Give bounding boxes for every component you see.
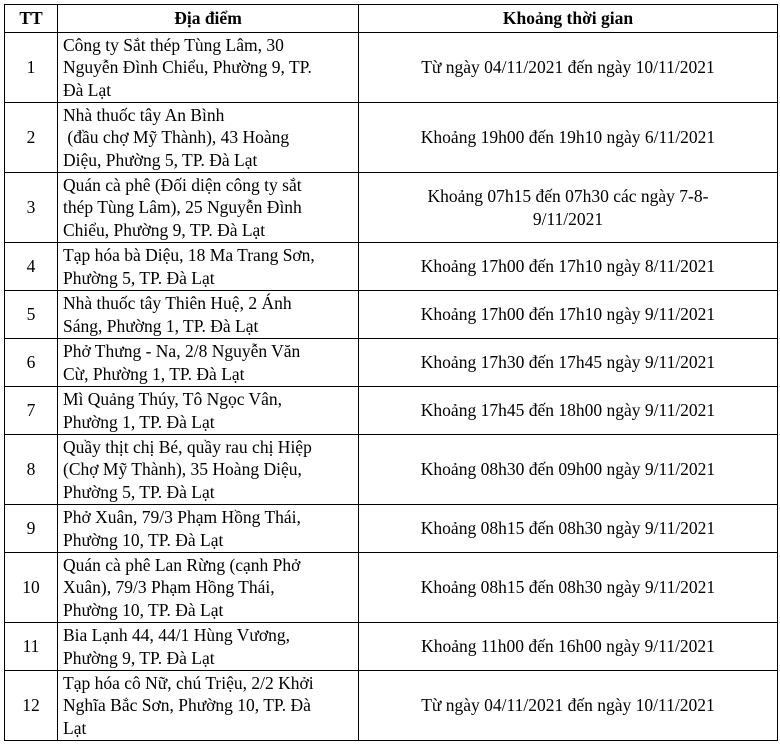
location-cell [58, 553, 359, 623]
time-line: Khoảng 17h45 đến 18h00 ngày 9/11/2021 [420, 400, 716, 421]
location-line: Lạt [63, 717, 87, 738]
time-cell [359, 505, 778, 553]
row-number: 2 [5, 103, 58, 173]
location-line: Đà Lạt [63, 79, 112, 100]
time-line: Từ ngày 04/11/2021 đến ngày 10/11/2021 [421, 695, 715, 716]
time-cell [359, 387, 778, 435]
location-cell [58, 435, 359, 505]
location-cell [58, 173, 359, 243]
time-cell [359, 173, 778, 243]
time-line: Khoảng 08h15 đến 08h30 ngày 9/11/2021 [420, 577, 716, 598]
location-line: Phở Xuân, 79/3 Phạm Hồng Thái, [63, 507, 301, 527]
table-row [5, 291, 778, 339]
table-row [5, 243, 778, 291]
table-row [5, 671, 778, 741]
time-cell [359, 103, 778, 173]
time-cell [359, 291, 778, 339]
location-line: Diệu, Phường 5, TP. Đà Lạt [63, 149, 258, 170]
location-cell [58, 33, 359, 103]
time-line: Khoảng 08h15 đến 08h30 ngày 9/11/2021 [420, 518, 716, 539]
location-line: Tạp hóa bà Diệu, 18 Ma Trang Sơn, [63, 245, 315, 265]
location-cell [58, 671, 359, 741]
time-line: Khoảng 07h15 đến 07h30 các ngày 7-8- [427, 186, 709, 206]
time-cell [359, 623, 778, 671]
table-body [5, 33, 778, 741]
header-location: Địa điểm [58, 5, 359, 33]
row-number: 10 [5, 553, 58, 623]
location-line: Phường 1, TP. Đà Lạt [63, 411, 215, 432]
time-line: Khoảng 08h30 đến 09h00 ngày 9/11/2021 [420, 459, 716, 480]
location-cell [58, 387, 359, 435]
row-number: 9 [5, 505, 58, 553]
table-row [5, 435, 778, 505]
location-line: Xuân), 79/3 Phạm Hồng Thái, [63, 577, 275, 598]
location-line: thép Tùng Lâm), 25 Nguyễn Đình [63, 197, 302, 218]
location-line: (đầu chợ Mỹ Thành), 43 Hoàng [63, 127, 290, 148]
row-number: 3 [5, 173, 58, 243]
location-line: Phở Thưng - Na, 2/8 Nguyễn Văn [63, 341, 301, 361]
row-number: 4 [5, 243, 58, 291]
table-row [5, 623, 778, 671]
table-header-row [5, 5, 778, 33]
time-cell [359, 553, 778, 623]
location-line: Tạp hóa cô Nữ, chú Triệu, 2/2 Khởi [63, 672, 314, 693]
location-line: Nguyễn Đình Chiểu, Phường 9, TP. [63, 57, 312, 78]
time-cell [359, 671, 778, 741]
row-number: 5 [5, 291, 58, 339]
location-line: Chiểu, Phường 9, TP. Đà Lạt [63, 219, 266, 240]
location-line: Nghĩa Bắc Sơn, Phường 10, TP. Đà [63, 695, 311, 716]
location-line: Sáng, Phường 1, TP. Đà Lạt [63, 315, 259, 336]
time-line: Khoảng 17h30 đến 17h45 ngày 9/11/2021 [420, 352, 716, 373]
location-cell [58, 243, 359, 291]
header-tt: TT [5, 5, 58, 33]
row-number: 11 [5, 623, 58, 671]
table-row [5, 339, 778, 387]
time-line: Từ ngày 04/11/2021 đến ngày 10/11/2021 [421, 57, 715, 78]
location-line: Cừ, Phường 1, TP. Đà Lạt [63, 363, 245, 384]
location-line: Bia Lạnh 44, 44/1 Hùng Vương, [63, 625, 290, 645]
row-number: 1 [5, 33, 58, 103]
location-cell [58, 505, 359, 553]
table-row [5, 33, 778, 103]
location-line: Quán cà phê (Đối diện công ty sắt [63, 174, 302, 195]
header-time: Khoảng thời gian [359, 5, 778, 33]
location-line: Mì Quảng Thúy, Tô Ngọc Vân, [63, 389, 283, 409]
time-cell [359, 33, 778, 103]
row-number: 8 [5, 435, 58, 505]
location-line: (Chợ Mỹ Thành), 35 Hoàng Diệu, [63, 459, 302, 480]
row-number: 6 [5, 339, 58, 387]
location-line: Phường 9, TP. Đà Lạt [63, 647, 215, 668]
location-line: Quán cà phê Lan Rừng (cạnh Phở [63, 554, 301, 575]
time-line: Khoảng 17h00 đến 17h10 ngày 8/11/2021 [420, 256, 716, 277]
location-line: Nhà thuốc tây An Bình [63, 104, 225, 125]
table-row [5, 103, 778, 173]
location-cell [58, 623, 359, 671]
location-line: Phường 5, TP. Đà Lạt [63, 481, 215, 502]
location-cell [58, 103, 359, 173]
time-line: Khoảng 11h00 đến 16h00 ngày 9/11/2021 [421, 636, 715, 657]
locations-table [4, 4, 778, 741]
location-line: Công ty Sắt thép Tùng Lâm, 30 [63, 34, 284, 55]
location-line: Phường 10, TP. Đà Lạt [63, 599, 224, 620]
location-line: Phường 10, TP. Đà Lạt [63, 529, 224, 550]
time-line: Khoảng 19h00 đến 19h10 ngày 6/11/2021 [420, 127, 716, 148]
time-cell [359, 243, 778, 291]
table-row [5, 505, 778, 553]
time-line: Khoảng 17h00 đến 17h10 ngày 9/11/2021 [420, 304, 716, 325]
time-line: 9/11/2021 [532, 208, 604, 229]
location-line: Phường 5, TP. Đà Lạt [63, 267, 215, 288]
location-line: Quầy thịt chị Bé, quầy rau chị Hiệp [63, 436, 312, 457]
row-number: 12 [5, 671, 58, 741]
time-cell [359, 339, 778, 387]
table-row [5, 173, 778, 243]
row-number: 7 [5, 387, 58, 435]
location-cell [58, 291, 359, 339]
time-cell [359, 435, 778, 505]
location-line: Nhà thuốc tây Thiên Huệ, 2 Ánh [63, 293, 292, 313]
location-cell [58, 339, 359, 387]
table-row [5, 387, 778, 435]
table-row [5, 553, 778, 623]
